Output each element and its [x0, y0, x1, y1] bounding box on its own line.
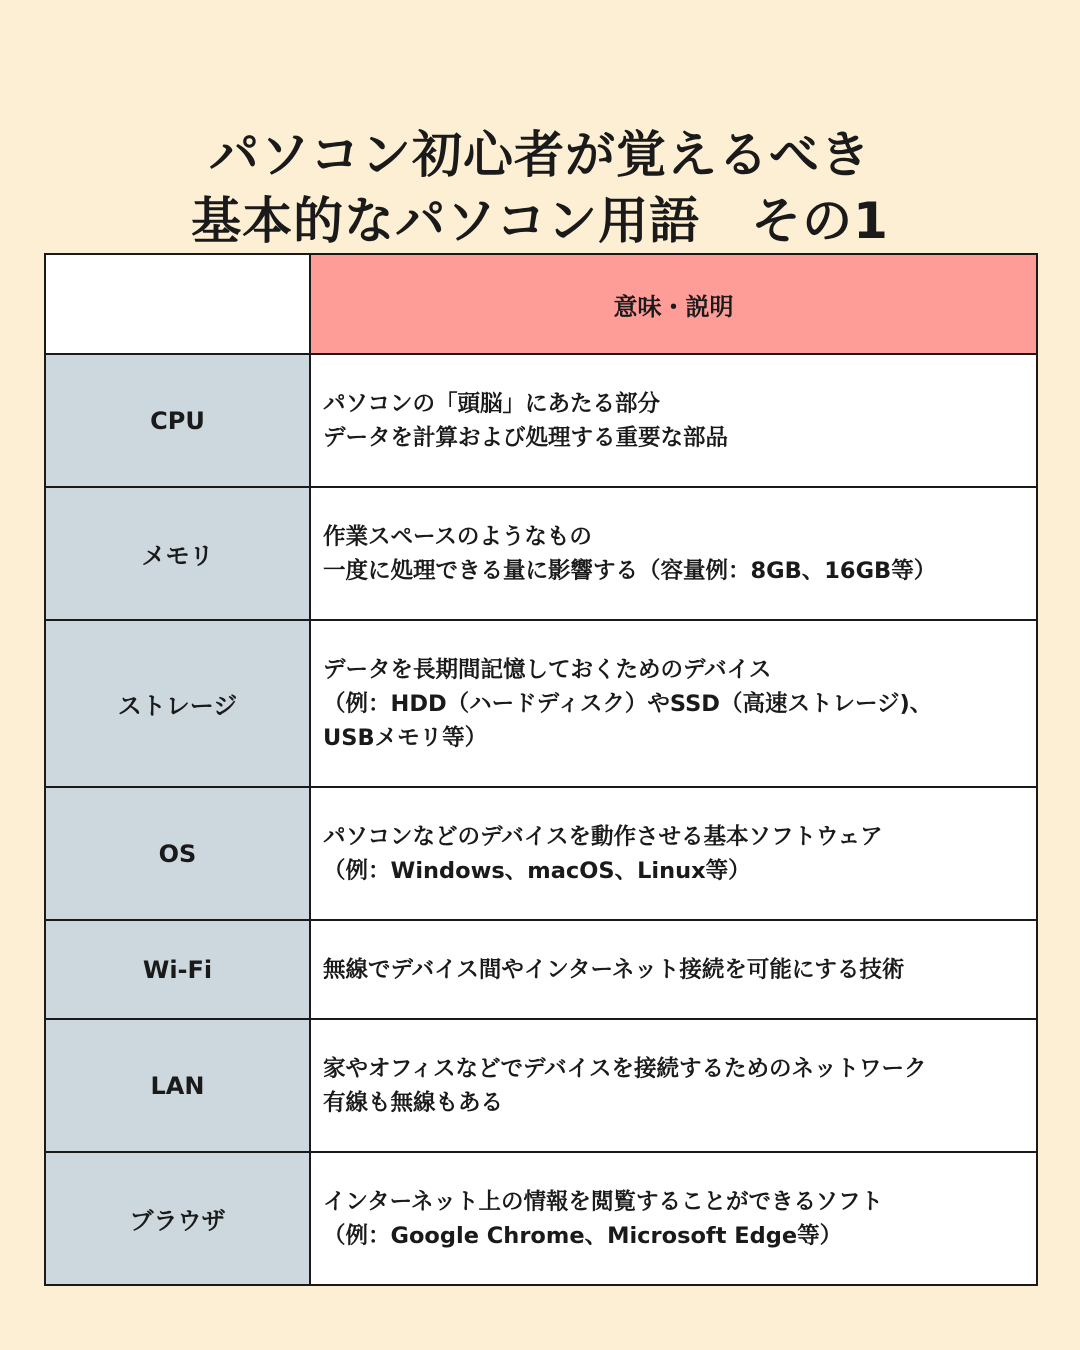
- table-row-browser: [45, 1152, 1037, 1285]
- header-meaning-cell: 意味・説明: [310, 254, 1037, 354]
- description-cell: 家やオフィスなどでデバイスを接続するためのネットワーク 有線も無線もある: [310, 1019, 1037, 1152]
- header-term-cell: [45, 254, 310, 354]
- description-cell: インターネット上の情報を閲覧することができるソフト （例：Google Chrome、Microsoft Edge等）: [310, 1152, 1037, 1285]
- term-cell: ストレージ: [45, 620, 310, 787]
- table-row-wifi: [45, 920, 1037, 1019]
- description-cell: 作業スペースのようなもの 一度に処理できる量に影響する（容量例：8GB、16GB等）: [310, 487, 1037, 620]
- table-row-memory: [45, 487, 1037, 620]
- table-row-storage: [45, 620, 1037, 787]
- description-cell: 無線でデバイス間やインターネット接続を可能にする技術: [310, 920, 1037, 1019]
- term-cell: CPU: [45, 354, 310, 487]
- term-cell: Wi-Fi: [45, 920, 310, 1019]
- terms-table: [44, 253, 1038, 1286]
- page-title: [0, 122, 1080, 254]
- term-cell: LAN: [45, 1019, 310, 1152]
- page-title-line-1: パソコン初心者が覚えるべき: [209, 125, 871, 184]
- term-cell: メモリ: [45, 487, 310, 620]
- table-row-lan: [45, 1019, 1037, 1152]
- table-row-cpu: [45, 354, 1037, 487]
- description-cell: パソコンの「頭脳」にあたる部分 データを計算および処理する重要な部品: [310, 354, 1037, 487]
- description-cell: データを長期間記憶しておくためのデバイス （例：HDD（ハードディスク）やSSD（高速ストレージ)、 USBメモリ等）: [310, 620, 1037, 787]
- term-cell: ブラウザ: [45, 1152, 310, 1285]
- description-cell: パソコンなどのデバイスを動作させる基本ソフトウェア （例：Windows、macOS、Linux等）: [310, 787, 1037, 920]
- page-title-line-2: 基本的なパソコン用語 その1: [191, 191, 889, 250]
- term-cell: OS: [45, 787, 310, 920]
- table-header-row: [45, 254, 1037, 354]
- table-row-os: [45, 787, 1037, 920]
